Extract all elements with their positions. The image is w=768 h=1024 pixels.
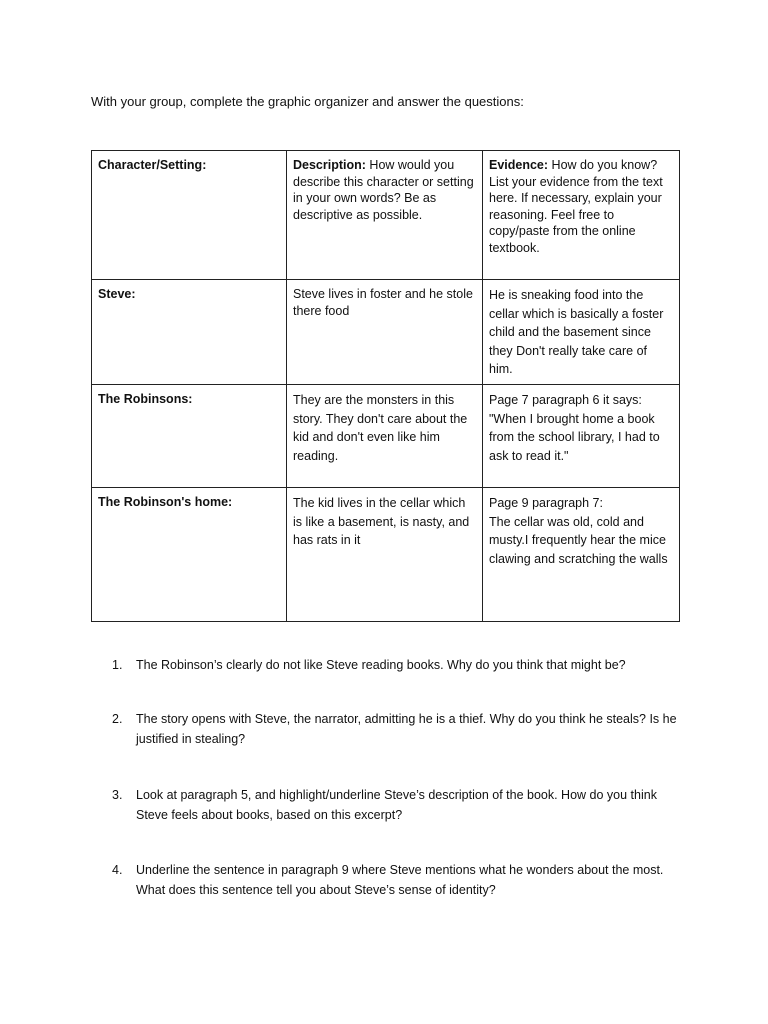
- list-item: [91, 860, 691, 900]
- evidence-cell: [483, 488, 680, 622]
- question-text: Underline the sentence in paragraph 9 where Steve mentions what he wonders about the most. What does this sentence tell you about Steve’s sense of identity?: [136, 863, 664, 897]
- row-label-steve: Steve:: [92, 280, 287, 385]
- table-row: [92, 280, 680, 385]
- header-character-setting: Character/Setting:: [92, 151, 287, 280]
- evidence-citation: Page 9 paragraph 7:: [489, 496, 603, 510]
- evidence-prompt: How do you know? List your evidence from the text here. If necessary, explain your reasoning. Feel free to copy/paste from the online textbook.: [489, 158, 663, 255]
- evidence-label: Evidence:: [489, 158, 549, 172]
- list-item: [91, 785, 691, 825]
- question-text: The Robinson’s clearly do not like Steve reading books. Why do you think that might be?: [136, 658, 626, 672]
- list-item: [91, 709, 691, 749]
- table-header-row: [92, 151, 680, 280]
- question-number: 4.: [112, 863, 123, 877]
- row-label-robinsons: The Robinsons:: [92, 385, 287, 488]
- question-number: 2.: [112, 712, 123, 726]
- evidence-quote: The cellar was old, cold and musty.I frequently hear the mice clawing and scratching the walls: [489, 514, 668, 566]
- header-evidence: [483, 151, 680, 280]
- description-cell: They are the monsters in this story. They don't care about the kid and don't even like him reading.: [287, 385, 483, 488]
- question-number: 1.: [112, 658, 123, 672]
- evidence-cell: He is sneaking food into the cellar which is basically a foster child and the basement since they Don't really take care of him.: [483, 280, 680, 385]
- description-label: Description:: [293, 158, 366, 172]
- description-cell: The kid lives in the cellar which is like a basement, is nasty, and has rats in it: [287, 488, 483, 622]
- row-label-robinsons-home: The Robinson's home:: [92, 488, 287, 622]
- list-item: [91, 655, 691, 675]
- question-text: The story opens with Steve, the narrator, admitting he is a thief. Why do you think he steals? Is he justified in stealing?: [136, 712, 677, 746]
- graphic-organizer-table: [91, 150, 680, 622]
- header-description: [287, 151, 483, 280]
- table-row: [92, 488, 680, 622]
- instructions-text: With your group, complete the graphic organizer and answer the questions:: [91, 94, 524, 109]
- question-text: Look at paragraph 5, and highlight/underline Steve’s description of the book. How do you think Steve feels about books, based on this excerpt?: [136, 788, 657, 822]
- description-cell: Steve lives in foster and he stole there food: [287, 280, 483, 385]
- description-prompt: How would you describe this character or setting in your own words? Be as descriptive as possible.: [293, 158, 474, 222]
- evidence-cell: Page 7 paragraph 6 it says: "When I brought home a book from the school library, I had to ask to read it.": [483, 385, 680, 488]
- table-row: [92, 385, 680, 488]
- question-number: 3.: [112, 788, 123, 802]
